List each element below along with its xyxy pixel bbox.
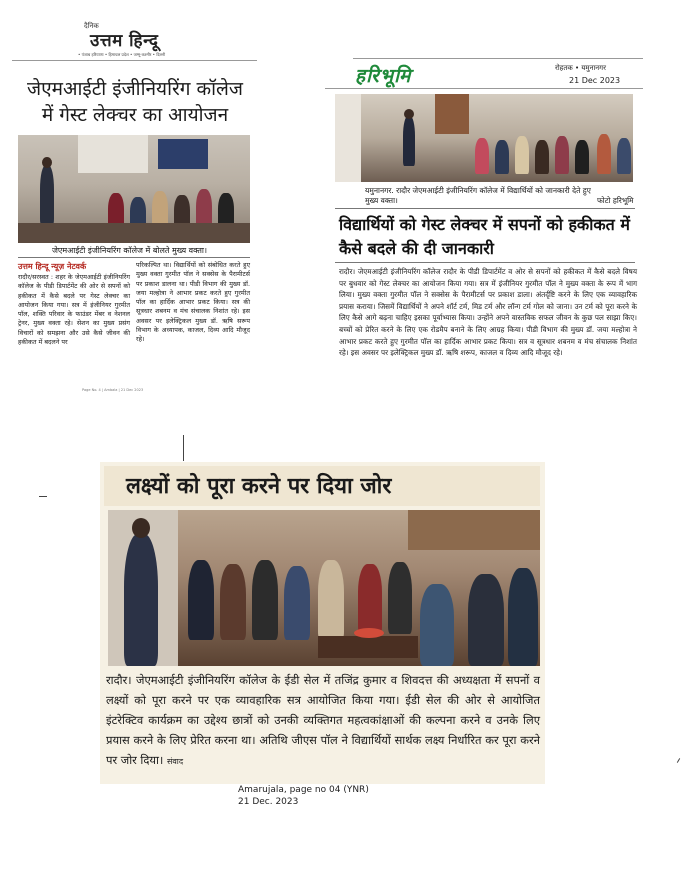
article-column-2: परिकल्पित था। विद्यार्थियों को संबोधित करते हुए मुख्य वक्ता गुरमीत पॉल ने सक्सेस के पैरामीटर्स पर प्रकाश डालना था। पीडी विभाग की मुख्य डॉ. जया मल्होत्रा ने आभार प्रकट करते हुए गुरमीत पॉल का हार्दिक आभार प्रकट किया। सत्र की सूत्रधार शबनम व मंच संचालक निशांत रहे। इस अवसर पर इलेक्ट्रिकल मुख्य डॉ. ऋषि सरूप विभाग के अध्यापक, काजल, दिव्य आदि मौजूद रहे। [136, 261, 250, 344]
margin-mark [183, 435, 184, 461]
masthead: हरिभूमि [355, 65, 412, 87]
article-body: रादौर। जेएमआईटी इंजीनियरिंग कॉलेज रादौर के पीडी डिपार्टमेंट व ओर से सपनों को हकीकत में कैसे बदले विषय पर बुधवार को गेस्ट लेक्चर का आयोजन किया गया। सत्र में इंजीनियर गुरमीत पॉल ने मुख्य वक्ता के रूप में भाग लिया। मुख्य वक्ता गुरमीत पॉल ने सक्सेस के पैरामीटर्स पर प्रकाश डाला। अंतर्दृष्टि करने के लिए एक व्यावहारिक प्रयास कराया। जिसमें विद्यार्थियों ने अपने शॉर्ट टर्म, मिड टर्म और लॉन्ग टर्म गोल को जाना। उन टर्म को पूरा करने के लिए कैसे आगे बढ़ना चाहिए इसका पूर्वाभ्यास किया। उन्होंने अपने वास्तविक सफल जीवन के कुछ पल साझा किए। बच्चों को प्रेरित करने के लिए एक रोडमैप बनाने के लिए आग्रह किया। पीडी विभाग की मुख्य डॉ. जया मल्होत्रा ने आभार प्रकट करते हुए गुरमीत पॉल का हार्दिक आभार प्रकट किया। सत्र व सूत्रधार शबनम व मंच संचालक निशांत रहे। इस अवसर पर इलेक्ट्रिकल मुख्य डॉ. ऋषि शरूप, काजल व दिव्य आदि मौजूद रहे। [339, 267, 637, 358]
masthead-rule [12, 60, 257, 61]
event-photo [335, 94, 633, 182]
masthead: उत्तम हिन्दू [90, 31, 159, 51]
headline: लक्ष्यों को पूरा करने पर दिया जोर [126, 474, 392, 499]
masthead-small: दैनिक [84, 22, 99, 30]
masthead-rule [325, 88, 643, 89]
photo-credit: फोटो हरिभूमि [597, 196, 634, 205]
source-line-2: 21 Dec. 2023 [238, 797, 299, 807]
article-column-1: रादौर/सरस्वत : शहर के जेएमआईटी इंजीनियरिंग कॉलेज के पीडी डिपार्टमेंट की ओर से सपनों को हकीकत में कैसे बदले पर गेस्ट लेक्चर का आयोजन किया गया। सत्र में इंजीनियर गुरमीत पॉल, शक्ति परिवार के फाउंडर मेंबर व नेशनल ट्रेनर, मुख्य वक्ता रहे। सेशन का मुख्य प्रसंग विचारों को समझना और उसे कैसे जीवन की हकीकत में बदलने पर [18, 273, 130, 346]
margin-mark [39, 496, 47, 497]
clip-footer: Page No. 4 | Ambala | 21 Dec 2023 [82, 388, 144, 392]
article-text: रादौर। जेएमआईटी इंजीनियरिंग कॉलेज के ईडी सेल में तजिंद्र कुमार व शिवदत्त की अध्यक्षता में सपनों व लक्ष्यों को पूरा करने पर एक व्यावहारिक सत्र आयोजित किया गया। ईडी सेल की ओर से आयोजित इंटरेक्टिव कार्यक्रम का उद्देश्य छात्रों को उनकी व्यक्तिगत महत्वकांक्षाओं की कल्पना करने व उनके लिए प्रयास करने के लिए प्रेरित करना था। अतिथि जीएस पॉल ने विद्यार्थियों सार्थक लक्ष्य निर्धारित कर पूरा करने पर जोर दिया। [106, 673, 540, 767]
photo-caption: जेएमआईटी इंजीनियरिंग कॉलेज में बोलते मुख्य वक्ता। [52, 246, 208, 255]
event-photo [18, 135, 250, 243]
article-body [106, 670, 540, 772]
margin-mark [677, 758, 680, 763]
photo-caption: यमुनानगर. रादौर जेएमआईटी इंजीनियरिंग कॉलेज में विद्यार्थियों को जानकारी देते हुए मुख्य वक्ता। [365, 186, 591, 205]
event-photo [108, 510, 540, 666]
edition-place: रोहतक • यमुनानगर [555, 64, 606, 72]
clip-haribhoomi [325, 58, 643, 398]
byline: उत्तम हिन्दू न्यूज़ नेटवर्क [18, 262, 87, 271]
caption-rule [18, 257, 250, 258]
clip-uttam-hindu [12, 20, 257, 398]
masthead-tagline: • पंजाब हरियाणा • हिमाचल प्रदेश • जम्मू-कश्मीर • दिल्ली [78, 52, 166, 57]
clip-amarujala [100, 462, 545, 784]
headline-rule [335, 262, 635, 263]
headline: जेएमआईटी इंजीनियरिंग कॉलेज में गेस्ट लेक्चर का आयोजन [26, 78, 243, 126]
edition-date: 21 Dec 2023 [569, 76, 621, 85]
caption-rule [335, 208, 635, 209]
headline: विद्यार्थियों को गेस्ट लेक्चर में सपनों को हकीकत में कैसे बदले की दी जानकारी [339, 215, 630, 258]
source-line-1: Amarujala, page no 04 (YNR) [238, 785, 369, 795]
masthead-top-rule [353, 58, 643, 59]
article-credit: संवाद [166, 757, 184, 766]
